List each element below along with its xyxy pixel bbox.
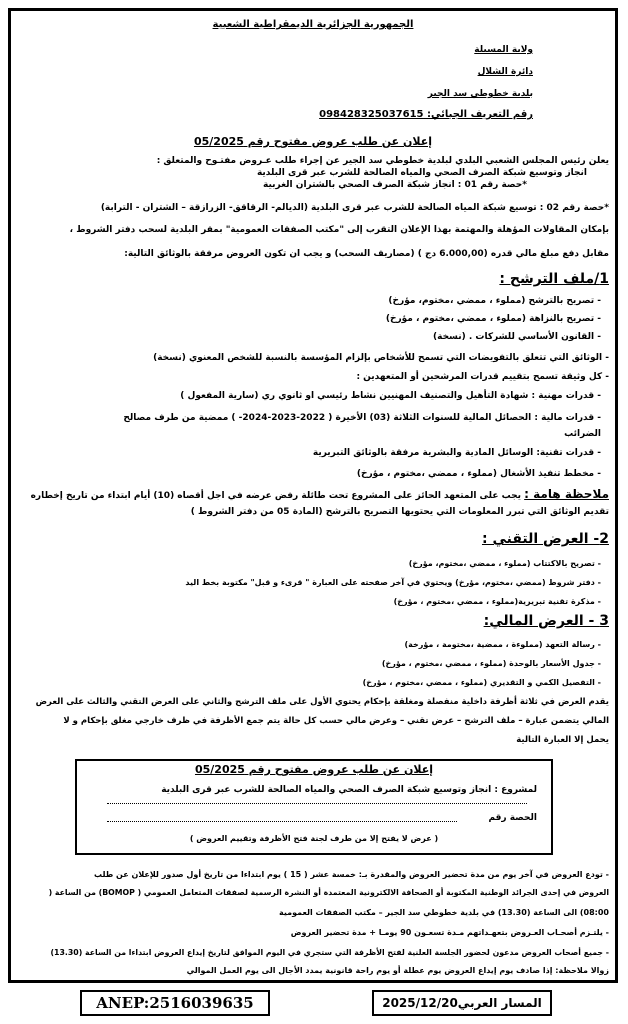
list-item: - التفصيل الكمي و التقديري (مملوء ، ممضي ،مختوم ، مؤرخ) (362, 678, 601, 687)
daira-label: دائرة الشلال (477, 67, 533, 77)
list-item: - دفتر شروط (ممضي ،مختوم، مؤرخ) ويحتوي في آخر صفحته على العبارة " قرىء و قبل" مكتوبة بخط اليد (185, 578, 601, 587)
dotted-line (107, 803, 527, 804)
list-item: - تصريح بالترشح (مملوء ، ممضي ،مختوم، مؤرخ) (388, 296, 601, 306)
intro-line: *حصة رقم 02 : توسيع شبكة المياه الصالحة للشرب عبر قرى البلدية (الديالم- الرقاقق- الزرازقة – الشتران - الترابة) (100, 203, 609, 213)
list-item: - رسالة التعهد (مملوءة ، ممضية ،مختومة ، مؤرخة) (404, 640, 601, 649)
envelope-warning: ( عرض لا يفتح إلا من طرف لجنة فتح الأظرفة وتقييم العروض ) (189, 834, 439, 843)
footer-line: - جميع أصحاب العروض مدعون لحضور الجلسة العلنية لفتح الأظرفة التي ستجري في اليوم الموافق لتاريخ إيداع العروض ابتداءا من الساعة (13.30) (50, 948, 609, 957)
dotted-line (107, 821, 457, 822)
section1-heading: 1/ملف الترشح : (499, 271, 609, 287)
list-item: - مذكرة تقنية تبريرية(مملوء ، ممضي ،مختوم ، مؤرخ) (393, 597, 601, 606)
envelope-title: إعلان عن طلب عروض مفتوح رقم 05/2025 (194, 763, 434, 776)
note-block (31, 489, 609, 502)
list-item: - تصريح بالاكتتاب (مملوء ، ممضي ،مختوم، مؤرخ) (408, 559, 601, 568)
section3-heading: 3 - العرض المالي: (483, 613, 609, 629)
footer-line: - يلتـزم أصحـاب العـروض بتعهـداتهم مـدة تسعـون 90 يومـا + مدة تحضير العروض (290, 928, 609, 937)
section2-heading: 2- العرض التقني : (481, 531, 609, 547)
anep-reference: ANEP:2516039635 (80, 990, 270, 1016)
section3-paragraph: المالي يتضمن عبارة – ملف الترشح – عرض تقني – وعرض مالي حسب كل حالة يتم جمع الأظرفة في ظرف خارجي مغلق بإحكام و لا (63, 716, 609, 726)
list-item: - قدرات مالية : الحصائل المالية للسنوات الثلاثة (03) الأخيرة ( 2022-2023-2024- ) ممضية من طرف مصالح (123, 413, 601, 423)
section3-paragraph: يقدم العرض في ثلاثة أظرفة داخلية منفصلة ومغلقة بإحكام يحتوي الأول على ملف الترشح والثاني على العرض التقني والثالث على العرض (35, 697, 609, 707)
intro-line: انجاز وتوسيع شبكة الصرف الصحي والمياه الصالحة للشرب عبر قرى البلدية (256, 168, 587, 178)
document-page (8, 8, 618, 983)
commune-label: بلدية خطوطي سد الجير (427, 89, 533, 99)
intro-line: بإمكان المقاولات المؤهلة والمهتمة بهذا الإعلان التقرب إلى "مكتب الصفقات العمومية" بمقر البلدية لسحب دفتر الشروط ، (69, 225, 609, 235)
list-item: - القانون الأساسي للشركات . (نسخة) (433, 332, 601, 342)
notice-title: إعلان عن طلب عروض مفتوح رقم 05/2025 (193, 135, 433, 148)
note-label: ملاحظة هامة : (524, 487, 609, 501)
footer-line: العروض في إحدى الجرائد الوطنية المكتوبة أو الصحافة الالكترونية المعتمدة أو النشرة الرسمية لصفقات المتعامل العمومي ( BOMOP) من الساعة ( (48, 888, 609, 897)
intro-line: *حصة رقم 01 : انجاز شبكة الصرف الصحي بالشتران الغربية (262, 180, 527, 190)
list-item: - كل وثيقة تسمح بتقييم قدرات المرشحين أو المتعهدين : (356, 372, 609, 382)
footer-line: - تودع العروض في آخر يوم من مدة تحضير العروض والمقدرة بـ: خمسة عشر ( 15 ) يوم ابتداءا من تاريخ أول صدور للإعلان عن طلب (93, 870, 609, 879)
list-item: - قدرات مهنية : شهادة التأهيل والتصنيف المهنيين نشاط رئيسي او ثانوي ري (سارية المفعول ) (180, 391, 601, 401)
note-line1: يجب على المتعهد الحائز على المشروع تحت طائلة رفض عرضه في اجل أقصاه (10) أيام ابتداء من تاريخ إخطاره (30, 491, 522, 501)
list-item: الضرائب (564, 429, 601, 439)
list-item: - جدول الأسعار بالوحدة (مملوء ، ممضي ،مختوم ، مؤرخ) (381, 659, 601, 668)
envelope-label-box (75, 759, 553, 855)
note-line2: تقديم الوثائق التي تبرر المعلومات التي يحتويها التصريح بالترشح (المادة 05 من دفتر الشروط ) (190, 507, 609, 517)
section3-paragraph: يحمل إلا العبارة التالية (516, 735, 609, 745)
republic-title: الجمهورية الجزائرية الديمقراطية الشعبية (212, 19, 414, 30)
intro-line: يعلن رئيس المجلس الشعبي البلدي لبلدية خطوطي سد الجير عن إجراء طلب عـروض مفتـوح والمتعلق : (156, 156, 609, 166)
publication-stamp: المسار العربي2025/12/20 (372, 990, 552, 1016)
intro-line: مقابل دفع مبلغ مالي قدره (6.000,00 دج ) (مصاريف السحب) و يجب ان تكون العروض مرفقة بالوثائق التالية: (124, 249, 609, 259)
envelope-lot: الحصة رقم (488, 813, 537, 823)
footer-line: 08:00) الى الساعة (13.30) في بلدية خطوطي سد الجير – مكتب الصفقات العمومية (279, 908, 609, 917)
list-item: - الوثائق التي تتعلق بالتفويضات التي تسمح للأشخاص بإلزام المؤسسة بالنسبة للشخص المعنوي (نسخة) (153, 353, 609, 363)
envelope-project: لمشروع : انجاز وتوسيع شبكة الصرف الصحي والمياه الصالحة للشرب عبر قرى البلدية (161, 785, 537, 795)
wilaya-label: ولاية المسيلة (474, 45, 533, 55)
list-item: - قدرات تقنية: الوسائل المادية والبشرية مرفقة بالوثائق التبريرية (312, 448, 601, 458)
tax-id: رقم التعريف الجبائي: 098428325037615 (319, 109, 533, 120)
list-item: - تصريح بالنزاهة (مملوء ، ممضي ،مختوم ، مؤرخ) (385, 314, 601, 324)
list-item: - مخطط تنفيذ الأشغال (مملوء ، ممضي ،مختوم ، مؤرخ) (356, 469, 601, 479)
footer-line: زوالا ملاحظة: إذا صادف يوم إيداع العروض يوم عطلة أو يوم راحة قانونية يمدد الأجال الى يوم العمل الموالي (186, 966, 609, 975)
